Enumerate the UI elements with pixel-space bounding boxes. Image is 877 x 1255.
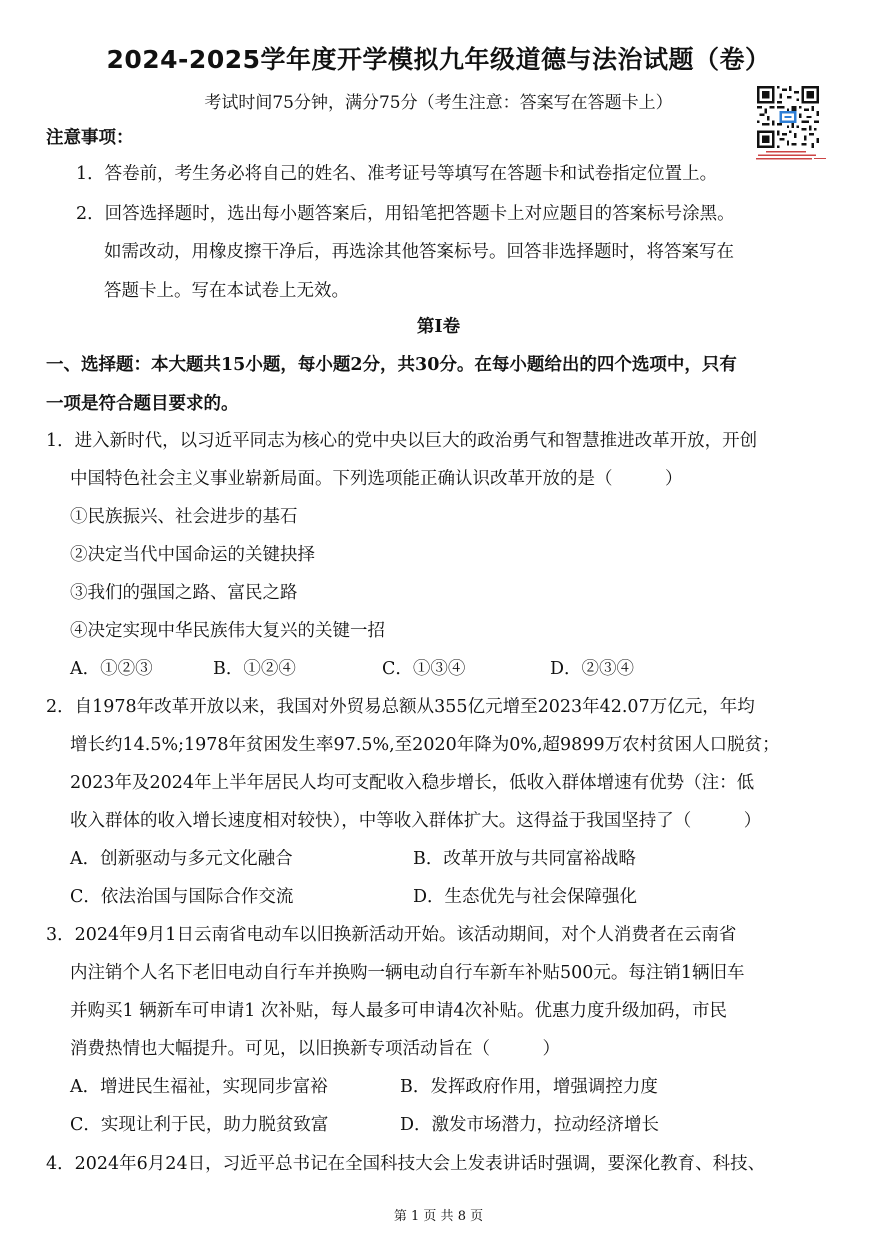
notice-line-3: 如需改动，用橡皮擦干净后，再选涂其他答案标号。回答非选择题时，将答案写在 xyxy=(104,242,734,262)
q1-option-a: A．①②③ xyxy=(70,659,153,679)
q3-stem-line-3: 并购买1 辆新车可申请1 次补贴，每人最多可申请4次补贴。优惠力度升级加码，市民 xyxy=(70,1001,728,1021)
volume-label: 第Ⅰ卷 xyxy=(416,317,461,337)
q2-stem-line-4: 收入群体的收入增长速度相对较快），中等收入群体扩大。这得益于我国坚持了（ ） xyxy=(70,811,762,831)
section-heading-line-1: 一、选择题：本大题共15小题，每小题2分，共30分。在每小题给出的四个选项中，只有 xyxy=(46,355,737,375)
notice-line-4: 答题卡上。写在本试卷上无效。 xyxy=(104,281,349,301)
q3-option-d: D．激发市场潜力，拉动经济增长 xyxy=(400,1115,660,1135)
q4-stem-line-1: 4．2024年6月24日，习近平总书记在全国科技大会上发表讲话时强调，要深化教育、科技、 xyxy=(46,1154,766,1174)
page-footer: 第 1 页 共 8 页 xyxy=(393,1209,484,1224)
q3-option-a: A．增进民生福祉，实现同步富裕 xyxy=(70,1077,328,1097)
q1-option-d: D．②③④ xyxy=(550,659,635,679)
exam-subtitle: 考试时间75分钟，满分75分（考生注意：答案写在答题卡上） xyxy=(204,93,673,113)
notice-line-1: 1．答卷前，考生务必将自己的姓名、准考证号等填写在答题卡和试卷指定位置上。 xyxy=(76,164,718,184)
q2-option-a: A．创新驱动与多元文化融合 xyxy=(70,849,293,869)
q1-item-2: ②决定当代中国命运的关键抉择 xyxy=(70,545,315,565)
notice-heading: 注意事项： xyxy=(46,128,134,148)
q3-option-b: B．发挥政府作用，增强调控力度 xyxy=(400,1077,658,1097)
exam-title: 2024-2025学年度开学模拟九年级道德与法治试题（卷） xyxy=(106,45,771,74)
qr-caption-image xyxy=(752,150,828,162)
q2-option-b: B．改革开放与共同富裕战略 xyxy=(413,849,636,869)
q1-item-1: ①民族振兴、社会进步的基石 xyxy=(70,507,298,527)
section-heading-line-2: 一项是符合题目要求的。 xyxy=(46,394,239,414)
q3-stem-line-2: 内注销个人名下老旧电动自行车并换购一辆电动自行车新车补贴500元。每注销1辆旧车 xyxy=(70,963,745,983)
q1-item-4: ④决定实现中华民族伟大复兴的关键一招 xyxy=(70,621,385,641)
q2-option-c: C．依法治国与国际合作交流 xyxy=(70,887,294,907)
q1-option-b: B．①②④ xyxy=(213,659,296,679)
q3-option-c: C．实现让利于民，助力脱贫致富 xyxy=(70,1115,329,1135)
q2-stem-line-1: 2．自1978年改革开放以来，我国对外贸易总额从355亿元增至2023年42.07万亿元，年均 xyxy=(46,697,755,717)
notice-line-2: 2．回答选择题时，选出每小题答案后，用铅笔把答题卡上对应题目的答案标号涂黑。 xyxy=(76,204,735,224)
q2-stem-line-3: 2023年及2024年上半年居民人均可支配收入稳步增长，低收入群体增速有优势（注：低 xyxy=(70,773,755,793)
q1-stem-line-1: 1．进入新时代，以习近平同志为核心的党中央以巨大的政治勇气和智慧推进改革开放，开创 xyxy=(46,431,758,451)
q2-option-d: D．生态优先与社会保障强化 xyxy=(413,887,638,907)
q1-option-c: C．①③④ xyxy=(382,659,466,679)
q3-stem-line-4: 消费热情也大幅提升。可见，以旧换新专项活动旨在（ ） xyxy=(70,1039,560,1059)
q1-item-3: ③我们的强国之路、富民之路 xyxy=(70,583,298,603)
qr-code-icon xyxy=(757,86,819,148)
q3-stem-line-1: 3．2024年9月1日云南省电动车以旧换新活动开始。该活动期间，对个人消费者在云南省 xyxy=(46,925,737,945)
q2-stem-line-2: 增长约14.5%;1978年贫困发生率97.5%,至2020年降为0%,超9899万农村贫困人口脱贫； xyxy=(70,735,780,755)
q1-stem-line-2: 中国特色社会主义事业崭新局面。下列选项能正确认识改革开放的是（ ） xyxy=(70,469,683,489)
